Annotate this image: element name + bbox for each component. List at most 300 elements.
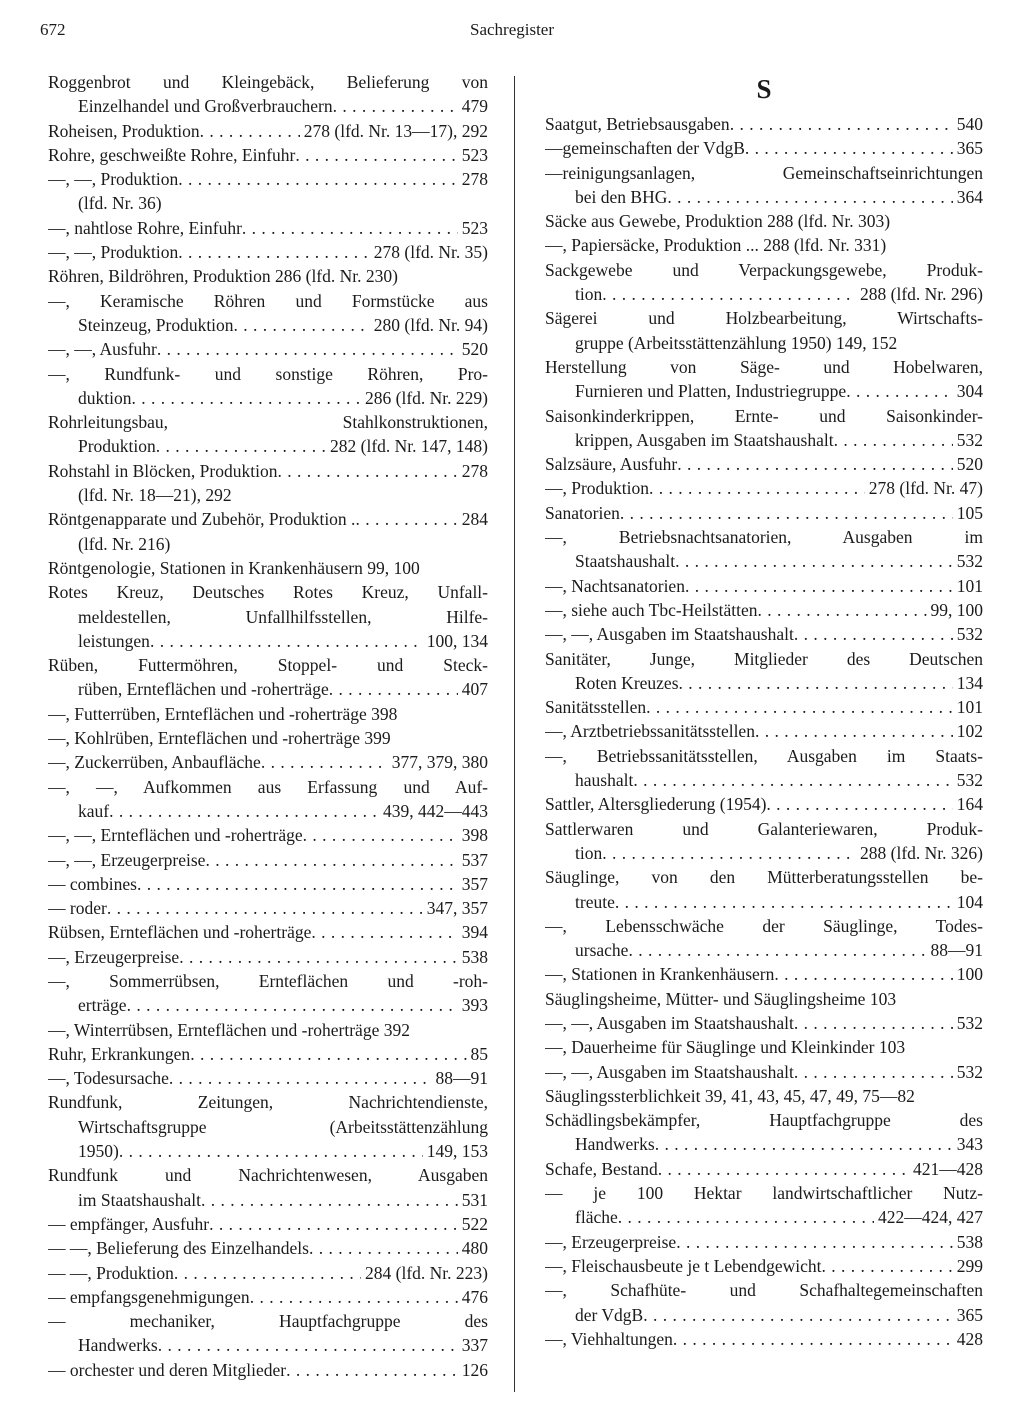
index-entry xyxy=(48,1236,488,1260)
index-entry-line xyxy=(48,1090,488,1114)
index-entry xyxy=(48,362,488,411)
page-reference: 278 (lfd. Nr. 47) xyxy=(868,478,983,499)
entry-text: Sanatorien xyxy=(545,502,620,523)
index-entry-line xyxy=(48,264,488,288)
entry-text: —gemeinschaften der VdgB xyxy=(545,138,745,159)
entry-text: gruppe (Arbeitsstättenzählung 1950) 149, 152 xyxy=(575,332,898,353)
index-entry xyxy=(545,962,983,986)
index-entry-line xyxy=(48,483,488,507)
page-reference: 284 (lfd. Nr. 223) xyxy=(365,1262,488,1283)
dot-leader xyxy=(109,799,379,823)
page-reference: 104 xyxy=(956,891,983,912)
dot-leader xyxy=(745,136,953,160)
index-entry xyxy=(48,969,488,1018)
entry-text: —, Dauerheime für Säuglinge und Kleinkinder 103 xyxy=(545,1037,906,1058)
index-entry-line xyxy=(545,1327,983,1351)
entry-text: Ruhr, Erkrankungen xyxy=(48,1043,191,1064)
page-reference: 288 (lfd. Nr. 296) xyxy=(860,284,983,305)
index-entry xyxy=(48,702,488,726)
index-entry-line xyxy=(545,671,983,695)
page-reference: 421—428 xyxy=(913,1158,983,1179)
entry-text: —, Produktion xyxy=(545,478,650,499)
entry-text: — mechaniker, Hauptfachgruppe des xyxy=(48,1311,488,1332)
index-entry-line xyxy=(48,532,488,556)
index-entry xyxy=(48,240,488,264)
index-entry-line xyxy=(545,404,983,428)
index-entry xyxy=(48,775,488,824)
index-entry-line xyxy=(48,1066,488,1090)
page-reference: 532 xyxy=(956,1012,983,1033)
entry-text: (lfd. Nr. 18—21), 292 xyxy=(78,485,232,506)
index-entry-line xyxy=(48,799,488,823)
index-entry xyxy=(545,865,983,914)
index-entry xyxy=(545,622,983,646)
entry-text: Roten Kreuzes xyxy=(575,672,679,693)
index-entry-line xyxy=(545,136,983,160)
dot-leader xyxy=(615,890,953,914)
index-entry-line xyxy=(48,459,488,483)
page-reference: 523 xyxy=(461,217,488,238)
dot-leader xyxy=(628,938,926,962)
page-reference: 532 xyxy=(956,429,983,450)
dot-leader xyxy=(201,1188,458,1212)
page-reference: 520 xyxy=(461,339,488,360)
entry-text: Sackgewebe und Verpackungsgewebe, Produk- xyxy=(545,259,983,280)
index-entry xyxy=(545,161,983,210)
index-entry xyxy=(48,1285,488,1309)
entry-text: —, nahtlose Rohre, Einfuhr xyxy=(48,217,242,238)
dot-leader xyxy=(774,962,952,986)
dot-leader xyxy=(329,677,458,701)
dot-leader xyxy=(156,434,326,458)
dot-leader xyxy=(766,792,952,816)
page-reference: 364 xyxy=(956,186,983,207)
dot-leader xyxy=(200,119,300,143)
index-entry xyxy=(545,136,983,160)
page-reference: 522 xyxy=(461,1213,488,1234)
page-reference: 343 xyxy=(956,1134,983,1155)
index-entry-line xyxy=(48,216,488,240)
dot-leader xyxy=(261,750,388,774)
dot-leader xyxy=(679,671,953,695)
index-entry-line xyxy=(545,282,983,306)
dot-leader xyxy=(633,768,952,792)
entry-text: Rotes Kreuz, Deutsches Rotes Kreuz, Unfall- xyxy=(48,582,488,603)
page-reference: 476 xyxy=(461,1286,488,1307)
page-reference: 149, 153 xyxy=(426,1141,488,1162)
index-entry-line xyxy=(48,726,488,750)
entry-text: —, Viehhaltungen xyxy=(545,1328,673,1349)
index-entry-line xyxy=(545,428,983,452)
index-entry xyxy=(545,209,983,233)
index-entry xyxy=(545,404,983,453)
index-entry-line xyxy=(48,1236,488,1260)
entry-text: —, Futterrüben, Ernteflächen und -roherträge 398 xyxy=(48,703,398,724)
index-entry xyxy=(545,792,983,816)
page-reference: 278 (lfd. Nr. 35) xyxy=(373,242,488,263)
entry-text: —, —, Aufkommen aus Erfassung und Auf- xyxy=(48,776,488,797)
entry-text: —, —, Ausgaben im Staatshaushalt xyxy=(545,1012,794,1033)
index-entry xyxy=(545,987,983,1011)
dot-leader xyxy=(119,1139,423,1163)
index-entry xyxy=(48,70,488,119)
index-entry xyxy=(545,647,983,696)
page-reference: 538 xyxy=(461,946,488,967)
index-entry-line xyxy=(48,386,488,410)
index-entry-line xyxy=(48,1115,488,1139)
dot-leader xyxy=(758,598,927,622)
entry-text: —, Papiersäcke, Produktion ... 288 (lfd. Nr. 331) xyxy=(545,235,887,256)
dot-leader xyxy=(137,872,458,896)
entry-text: — roder xyxy=(48,898,107,919)
entry-text: Rundfunk, Zeitungen, Nachrichtendienste, xyxy=(48,1092,488,1113)
entry-text: — empfänger, Ausfuhr xyxy=(48,1213,210,1234)
entry-text: (lfd. Nr. 36) xyxy=(78,193,162,214)
index-entry xyxy=(545,695,983,719)
dot-leader xyxy=(794,622,953,646)
dot-leader xyxy=(250,1285,458,1309)
index-entry-line xyxy=(545,962,983,986)
index-entry xyxy=(48,410,488,459)
page-reference: 523 xyxy=(461,144,488,165)
dot-leader xyxy=(677,452,953,476)
entry-text: —, Todesursache xyxy=(48,1068,169,1089)
entry-text: (lfd. Nr. 216) xyxy=(78,533,171,554)
entry-text: fläche xyxy=(575,1207,618,1228)
dot-leader xyxy=(179,945,458,969)
index-entry-line xyxy=(48,1333,488,1357)
index-entry xyxy=(48,1090,488,1163)
index-entry xyxy=(545,817,983,866)
entry-text: Salzsäure, Ausfuhr xyxy=(545,454,678,475)
entry-text: Rundfunk und Nachrichtenwesen, Ausgaben xyxy=(48,1165,488,1186)
index-entry xyxy=(545,355,983,404)
page-reference: 88—91 xyxy=(930,940,983,961)
index-entry-line xyxy=(545,525,983,549)
index-entry-line xyxy=(48,969,488,993)
index-entry-line xyxy=(545,379,983,403)
page-reference: 284 xyxy=(461,509,488,530)
index-entry-line xyxy=(48,70,488,94)
index-entry-line xyxy=(48,1139,488,1163)
column-divider xyxy=(514,76,515,1392)
entry-text: —, —, Produktion xyxy=(48,242,179,263)
index-entry-line xyxy=(545,233,983,257)
index-entry-line xyxy=(48,556,488,580)
index-entry xyxy=(545,476,983,500)
page-reference: 365 xyxy=(956,1304,983,1325)
index-entry xyxy=(545,744,983,793)
index-entry xyxy=(48,459,488,508)
index-entry-line xyxy=(48,337,488,361)
index-entry-line xyxy=(48,1212,488,1236)
page-reference: 540 xyxy=(956,114,983,134)
index-entry xyxy=(48,119,488,143)
index-entry-line xyxy=(545,258,983,282)
entry-text: im Staatshaushalt xyxy=(78,1189,201,1210)
index-entry xyxy=(48,1358,488,1382)
index-entry-line xyxy=(48,848,488,872)
index-entry-line xyxy=(48,1309,488,1333)
entry-text: — —, Produktion xyxy=(48,1262,174,1283)
entry-text: Rüben, Futtermöhren, Stoppel- und Steck- xyxy=(48,655,488,676)
page-number: 672 xyxy=(40,20,66,39)
index-column-left xyxy=(48,70,488,1382)
entry-text: —, Fleischausbeute je t Lebendgewicht xyxy=(545,1255,822,1276)
page-reference: 126 xyxy=(461,1359,488,1380)
dot-leader xyxy=(602,841,856,865)
dot-leader xyxy=(355,507,457,531)
index-entry-line xyxy=(48,1358,488,1382)
page-reference: 278 xyxy=(461,460,488,481)
dot-leader xyxy=(309,1236,458,1260)
index-entry-line xyxy=(545,306,983,330)
index-entry-line xyxy=(545,647,983,671)
entry-text: Säuglingsheime, Mütter- und Säuglingsheime 103 xyxy=(545,988,897,1009)
page-reference: 278 xyxy=(461,169,488,190)
index-entry-line xyxy=(48,143,488,167)
dot-leader xyxy=(643,1303,953,1327)
index-entry-line xyxy=(545,744,983,768)
page-reference: 532 xyxy=(956,624,983,645)
page-reference: 100, 134 xyxy=(426,630,488,651)
index-entry xyxy=(545,1254,983,1278)
page-reference: 407 xyxy=(461,679,488,700)
entry-text: Furnieren und Platten, Industriegruppe xyxy=(575,381,847,402)
dot-leader xyxy=(209,1212,458,1236)
entry-text: — empfangsgenehmigungen xyxy=(48,1286,250,1307)
index-entry xyxy=(545,306,983,355)
index-entry-line xyxy=(48,240,488,264)
index-entry-line xyxy=(48,1163,488,1187)
index-entry-line xyxy=(545,841,983,865)
page-reference: 394 xyxy=(461,922,488,943)
entry-text: treute xyxy=(575,891,615,912)
page-reference: 101 xyxy=(956,697,983,718)
index-entry-line xyxy=(48,677,488,701)
index-entry-line xyxy=(545,1132,983,1156)
dot-leader xyxy=(834,428,953,452)
entry-text: —reinigungsanlagen, Gemeinschaftseinrichtungen xyxy=(545,162,983,183)
entry-text: Sattlerwaren und Galanteriewaren, Produk- xyxy=(545,818,983,839)
index-entry xyxy=(545,914,983,963)
entry-text: —, Schafhüte- und Schafhaltegemeinschaften xyxy=(545,1280,983,1301)
dot-leader xyxy=(158,1333,458,1357)
page-reference: 532 xyxy=(956,770,983,791)
page-reference: 105 xyxy=(956,502,983,523)
section-letter: S xyxy=(756,74,772,104)
entry-text: ursache xyxy=(575,940,629,961)
dot-leader xyxy=(286,1358,458,1382)
entry-text: erträge xyxy=(78,995,127,1016)
entry-text: krippen, Ausgaben im Staatshaushalt xyxy=(575,429,834,450)
index-entry-line xyxy=(545,1060,983,1084)
entry-text: leistungen xyxy=(78,630,150,651)
index-entry-line xyxy=(48,653,488,677)
entry-text: Saisonkinderkrippen, Ernte- und Saisonkinder- xyxy=(545,405,983,426)
index-entry-line xyxy=(545,792,983,816)
entry-text: meldestellen, Unfallhilfsstellen, Hilfe- xyxy=(78,606,488,627)
dot-leader xyxy=(685,574,953,598)
entry-text: Schafe, Bestand xyxy=(545,1158,658,1179)
index-entry-line xyxy=(48,993,488,1017)
index-entry-line xyxy=(48,410,488,434)
entry-text: Rohstahl in Blöcken, Produktion xyxy=(48,460,278,481)
entry-text: —, —, Ausgaben im Staatshaushalt xyxy=(545,1061,794,1082)
index-entry-line xyxy=(48,167,488,191)
dot-leader xyxy=(655,1132,953,1156)
page-reference: 337 xyxy=(461,1335,488,1356)
index-entry-line xyxy=(48,119,488,143)
dot-leader xyxy=(169,1066,432,1090)
index-entry-line xyxy=(545,112,983,136)
index-entry xyxy=(545,1230,983,1254)
entry-text: Produktion xyxy=(78,436,156,457)
index-entry-line xyxy=(48,580,488,604)
dot-leader xyxy=(755,719,953,743)
dot-leader xyxy=(646,695,953,719)
entry-text: Röhren, Bildröhren, Produktion 286 (lfd. Nr. 230) xyxy=(48,266,398,287)
index-entry-line xyxy=(545,695,983,719)
dot-leader xyxy=(150,629,423,653)
entry-text: haushalt xyxy=(575,770,634,791)
index-entry-line xyxy=(48,945,488,969)
index-entry xyxy=(545,112,983,136)
entry-text: —, Betriebsnachtsanatorien, Ausgaben im xyxy=(545,527,983,548)
dot-leader xyxy=(675,549,953,573)
entry-text: — combines xyxy=(48,873,137,894)
page-reference: 398 xyxy=(461,825,488,846)
page-reference: 520 xyxy=(956,454,983,475)
dot-leader xyxy=(157,337,458,361)
index-entry-line xyxy=(545,1254,983,1278)
entry-text: Saatgut, Betriebsausgaben xyxy=(545,114,730,134)
index-entry-line xyxy=(545,817,983,841)
dot-leader xyxy=(107,896,423,920)
index-entry-line xyxy=(48,313,488,337)
entry-text: Wirtschaftsgruppe (Arbeitsstättenzählung xyxy=(78,1116,488,1137)
entry-text: Röntgenapparate und Zubehör, Produktion . xyxy=(48,509,356,530)
page-reference: 282 (lfd. Nr. 147, 148) xyxy=(330,436,488,457)
index-entry xyxy=(545,1035,983,1059)
dot-leader xyxy=(846,379,953,403)
index-entry xyxy=(545,233,983,257)
dot-leader xyxy=(667,185,952,209)
page-reference: 100 xyxy=(956,964,983,985)
dot-leader xyxy=(311,920,457,944)
dot-leader xyxy=(333,94,458,118)
page-reference: 280 (lfd. Nr. 94) xyxy=(373,314,488,335)
index-entry-line xyxy=(545,1205,983,1229)
index-entry-line xyxy=(48,872,488,896)
entry-text: kauf xyxy=(78,800,110,821)
entry-text: — je 100 Hektar landwirtschaftlicher Nutz- xyxy=(545,1183,983,1204)
dot-leader xyxy=(234,313,370,337)
page-reference: 377, 379, 380 xyxy=(391,752,488,773)
index-entry-line xyxy=(48,920,488,944)
index-entry xyxy=(48,507,488,556)
index-entry xyxy=(48,945,488,969)
entry-text: Sattler, Altersgliederung (1954) xyxy=(545,794,767,815)
dot-leader xyxy=(178,167,457,191)
index-entry xyxy=(48,556,488,580)
page-reference: 286 (lfd. Nr. 229) xyxy=(365,387,488,408)
index-entry-line xyxy=(545,622,983,646)
entry-text: Steinzeug, Produktion xyxy=(78,314,234,335)
index-entry-line xyxy=(545,1181,983,1205)
entry-text: Säcke aus Gewebe, Produktion 288 (lfd. Nr. 303) xyxy=(545,211,891,232)
index-entry xyxy=(48,848,488,872)
index-entry-line xyxy=(545,890,983,914)
index-entry-line xyxy=(48,191,488,215)
page-reference: 88—91 xyxy=(435,1068,488,1089)
dot-leader xyxy=(127,993,458,1017)
index-entry-line xyxy=(48,507,488,531)
index-entry xyxy=(545,1327,983,1351)
index-entry xyxy=(545,1084,983,1108)
index-entry-line xyxy=(545,331,983,355)
entry-text: —, Nachtsanatorien xyxy=(545,575,685,596)
index-entry-line xyxy=(48,896,488,920)
page-reference: 357 xyxy=(461,873,488,894)
entry-text: —, —, Produktion xyxy=(48,169,179,190)
index-entry xyxy=(48,872,488,896)
index-entry xyxy=(48,726,488,750)
entry-text: Säuglinge, von den Mütterberatungsstellen be- xyxy=(545,867,983,888)
index-entry xyxy=(545,525,983,574)
index-entry-line xyxy=(545,501,983,525)
entry-text: —, —, Ausgaben im Staatshaushalt xyxy=(545,624,794,645)
dot-leader xyxy=(277,459,457,483)
index-entry-line xyxy=(545,914,983,938)
entry-text: der VdgB xyxy=(575,1304,644,1325)
index-entry-line xyxy=(545,865,983,889)
entry-text: —, Rundfunk- und sonstige Röhren, Pro- xyxy=(48,363,488,384)
page-reference: 288 (lfd. Nr. 326) xyxy=(860,842,983,863)
index-entry xyxy=(48,1309,488,1358)
index-entry xyxy=(545,1181,983,1230)
entry-text: Sägerei und Holzbearbeitung, Wirtschafts- xyxy=(545,308,983,329)
index-entry xyxy=(48,1066,488,1090)
page-reference: 278 (lfd. Nr. 13—17), 292 xyxy=(303,120,488,141)
page-reference: 439, 442—443 xyxy=(383,800,488,821)
entry-text: —, Arztbetriebssanitätsstellen xyxy=(545,721,755,742)
entry-text: Säuglingssterblichkeit 39, 41, 43, 45, 47, 49, 75—82 xyxy=(545,1085,915,1106)
index-entry xyxy=(48,750,488,774)
page-reference: 365 xyxy=(956,138,983,159)
index-entry-line xyxy=(545,719,983,743)
entry-text: tion xyxy=(575,842,603,863)
entry-text: Handwerks xyxy=(575,1134,655,1155)
dot-leader xyxy=(794,1011,953,1035)
page-reference: 532 xyxy=(956,1061,983,1082)
index-entry-line xyxy=(545,1084,983,1108)
entry-text: Handwerks xyxy=(78,1335,158,1356)
index-entry-line xyxy=(48,1261,488,1285)
index-entry-line xyxy=(545,574,983,598)
dot-leader xyxy=(658,1157,909,1181)
index-entry-line xyxy=(48,1285,488,1309)
dot-leader xyxy=(303,823,458,847)
dot-leader xyxy=(602,282,856,306)
page-reference: 347, 357 xyxy=(426,898,488,919)
entry-text: Sanitätsstellen xyxy=(545,697,647,718)
index-entry-line xyxy=(48,823,488,847)
entry-text: —, Winterrübsen, Ernteflächen und -roherträge 392 xyxy=(48,1019,410,1040)
index-entry-line xyxy=(545,355,983,379)
index-entry-line xyxy=(545,1108,983,1132)
index-entry-line xyxy=(545,1303,983,1327)
